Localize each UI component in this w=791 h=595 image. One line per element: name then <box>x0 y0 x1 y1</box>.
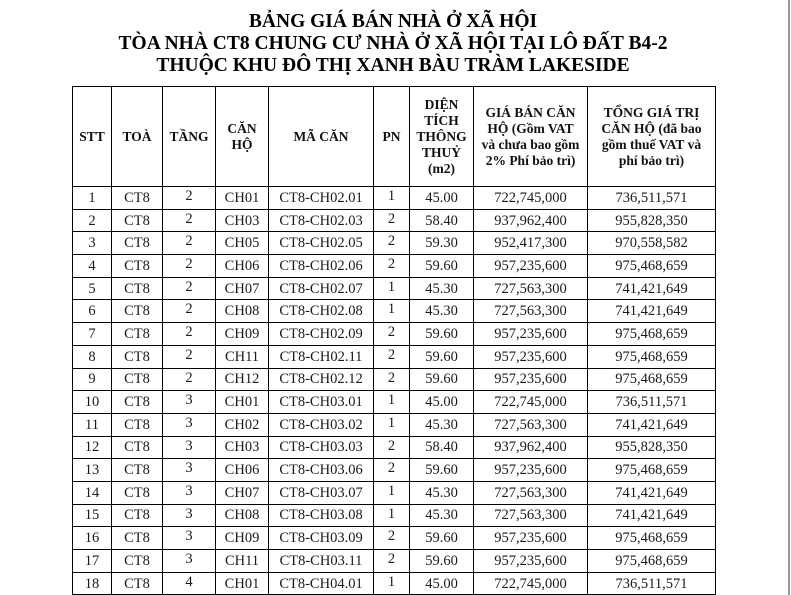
cell-pn: 2 <box>374 255 410 278</box>
cell-tang: 3 <box>163 504 216 527</box>
cell-dien-tich: 45.00 <box>410 187 474 210</box>
cell-toa: CT8 <box>112 481 163 504</box>
cell-stt: 12 <box>73 436 112 459</box>
cell-pn: 2 <box>374 436 410 459</box>
cell-toa: CT8 <box>112 572 163 595</box>
cell-ma-can: CT8-CH02.05 <box>269 232 374 255</box>
cell-can-ho: CH01 <box>216 572 269 595</box>
header-ma-can: MÃ CĂN <box>269 87 374 187</box>
cell-dien-tich: 59.60 <box>410 527 474 550</box>
cell-tong-gia: 955,828,350 <box>588 209 716 232</box>
cell-toa: CT8 <box>112 232 163 255</box>
table-row <box>73 481 716 504</box>
cell-stt: 14 <box>73 481 112 504</box>
cell-dien-tich: 59.60 <box>410 255 474 278</box>
cell-tang: 3 <box>163 459 216 482</box>
cell-can-ho: CH07 <box>216 481 269 504</box>
cell-can-ho: CH09 <box>216 323 269 346</box>
cell-can-ho: CH03 <box>216 209 269 232</box>
cell-stt: 15 <box>73 504 112 527</box>
cell-can-ho: CH07 <box>216 277 269 300</box>
cell-toa: CT8 <box>112 504 163 527</box>
cell-ma-can: CT8-CH02.09 <box>269 323 374 346</box>
cell-gia-ban: 727,563,300 <box>474 504 588 527</box>
cell-tang: 3 <box>163 391 216 414</box>
table-row <box>73 345 716 368</box>
cell-pn: 2 <box>374 459 410 482</box>
cell-can-ho: CH06 <box>216 459 269 482</box>
cell-dien-tich: 45.30 <box>410 504 474 527</box>
cell-gia-ban: 957,235,600 <box>474 459 588 482</box>
header-toa: TOÀ <box>112 87 163 187</box>
cell-tong-gia: 741,421,649 <box>588 413 716 436</box>
cell-toa: CT8 <box>112 345 163 368</box>
cell-pn: 2 <box>374 550 410 573</box>
table-row <box>73 255 716 278</box>
cell-pn: 1 <box>374 187 410 210</box>
cell-tong-gia: 741,421,649 <box>588 481 716 504</box>
cell-stt: 10 <box>73 391 112 414</box>
cell-dien-tich: 58.40 <box>410 209 474 232</box>
cell-ma-can: CT8-CH03.07 <box>269 481 374 504</box>
cell-pn: 1 <box>374 572 410 595</box>
title-line-3: THUỘC KHU ĐÔ THỊ XANH BÀU TRÀM LAKESIDE <box>156 55 630 76</box>
cell-can-ho: CH01 <box>216 187 269 210</box>
cell-can-ho: CH03 <box>216 436 269 459</box>
cell-can-ho: CH01 <box>216 391 269 414</box>
cell-ma-can: CT8-CH03.02 <box>269 413 374 436</box>
cell-can-ho: CH09 <box>216 527 269 550</box>
cell-tang: 2 <box>163 255 216 278</box>
cell-pn: 2 <box>374 345 410 368</box>
cell-can-ho: CH06 <box>216 255 269 278</box>
cell-tong-gia: 975,468,659 <box>588 323 716 346</box>
table-row <box>73 187 716 210</box>
table-row <box>73 572 716 595</box>
cell-tong-gia: 970,558,582 <box>588 232 716 255</box>
cell-tong-gia: 741,421,649 <box>588 277 716 300</box>
cell-stt: 1 <box>73 187 112 210</box>
cell-tong-gia: 975,468,659 <box>588 459 716 482</box>
cell-dien-tich: 59.60 <box>410 323 474 346</box>
cell-can-ho: CH08 <box>216 300 269 323</box>
cell-dien-tich: 45.00 <box>410 572 474 595</box>
table-row <box>73 277 716 300</box>
cell-toa: CT8 <box>112 550 163 573</box>
cell-can-ho: CH11 <box>216 345 269 368</box>
cell-stt: 13 <box>73 459 112 482</box>
cell-can-ho: CH02 <box>216 413 269 436</box>
page-edge-divider <box>788 0 790 595</box>
cell-can-ho: CH08 <box>216 504 269 527</box>
cell-tong-gia: 975,468,659 <box>588 255 716 278</box>
cell-tang: 2 <box>163 323 216 346</box>
cell-toa: CT8 <box>112 391 163 414</box>
cell-dien-tich: 45.30 <box>410 277 474 300</box>
header-gia-ban: GIÁ BÁN CĂN HỘ (Gồm VAT và chưa bao gồm 2% Phí bảo trì) <box>474 87 588 187</box>
cell-can-ho: CH05 <box>216 232 269 255</box>
cell-ma-can: CT8-CH02.06 <box>269 255 374 278</box>
cell-dien-tich: 59.30 <box>410 232 474 255</box>
cell-gia-ban: 937,962,400 <box>474 209 588 232</box>
table-row <box>73 300 716 323</box>
cell-tong-gia: 975,468,659 <box>588 345 716 368</box>
cell-tang: 2 <box>163 368 216 391</box>
cell-gia-ban: 727,563,300 <box>474 481 588 504</box>
cell-gia-ban: 727,563,300 <box>474 413 588 436</box>
cell-toa: CT8 <box>112 413 163 436</box>
cell-tong-gia: 975,468,659 <box>588 368 716 391</box>
cell-tang: 3 <box>163 550 216 573</box>
title-line-2: TÒA NHÀ CT8 CHUNG CƯ NHÀ Ở XÃ HỘI TẠI LÔ ĐẤT B4-2 <box>118 33 668 54</box>
cell-toa: CT8 <box>112 323 163 346</box>
cell-gia-ban: 722,745,000 <box>474 187 588 210</box>
cell-tong-gia: 975,468,659 <box>588 550 716 573</box>
table-row <box>73 504 716 527</box>
cell-tang: 3 <box>163 413 216 436</box>
cell-stt: 6 <box>73 300 112 323</box>
cell-pn: 1 <box>374 413 410 436</box>
price-table <box>72 86 716 595</box>
cell-gia-ban: 957,235,600 <box>474 550 588 573</box>
header-tong-gia: TỔNG GIÁ TRỊ CĂN HỘ (đã bao gồm thuế VAT và phí bảo trì) <box>588 87 716 187</box>
cell-tang: 2 <box>163 187 216 210</box>
cell-tang: 3 <box>163 527 216 550</box>
document-title <box>72 11 714 77</box>
cell-ma-can: CT8-CH02.11 <box>269 345 374 368</box>
header-tang: TẦNG <box>163 87 216 187</box>
cell-toa: CT8 <box>112 209 163 232</box>
cell-pn: 2 <box>374 209 410 232</box>
cell-ma-can: CT8-CH03.06 <box>269 459 374 482</box>
cell-dien-tich: 45.00 <box>410 391 474 414</box>
cell-pn: 1 <box>374 300 410 323</box>
cell-ma-can: CT8-CH04.01 <box>269 572 374 595</box>
cell-ma-can: CT8-CH02.01 <box>269 187 374 210</box>
cell-stt: 9 <box>73 368 112 391</box>
cell-pn: 1 <box>374 481 410 504</box>
cell-pn: 2 <box>374 323 410 346</box>
cell-toa: CT8 <box>112 300 163 323</box>
cell-tang: 3 <box>163 481 216 504</box>
table-row <box>73 232 716 255</box>
cell-tong-gia: 955,828,350 <box>588 436 716 459</box>
table-row <box>73 413 716 436</box>
cell-tong-gia: 975,468,659 <box>588 527 716 550</box>
cell-toa: CT8 <box>112 368 163 391</box>
cell-tong-gia: 741,421,649 <box>588 300 716 323</box>
cell-tang: 4 <box>163 572 216 595</box>
cell-gia-ban: 957,235,600 <box>474 368 588 391</box>
table-row <box>73 459 716 482</box>
cell-stt: 18 <box>73 572 112 595</box>
table-row <box>73 436 716 459</box>
cell-dien-tich: 59.60 <box>410 345 474 368</box>
cell-dien-tich: 45.30 <box>410 413 474 436</box>
header-can-ho: CĂN HỘ <box>216 87 269 187</box>
cell-can-ho: CH12 <box>216 368 269 391</box>
cell-dien-tich: 45.30 <box>410 481 474 504</box>
cell-tong-gia: 736,511,571 <box>588 187 716 210</box>
cell-ma-can: CT8-CH02.08 <box>269 300 374 323</box>
cell-ma-can: CT8-CH03.11 <box>269 550 374 573</box>
cell-stt: 7 <box>73 323 112 346</box>
cell-pn: 1 <box>374 391 410 414</box>
cell-gia-ban: 957,235,600 <box>474 345 588 368</box>
cell-stt: 4 <box>73 255 112 278</box>
cell-ma-can: CT8-CH03.01 <box>269 391 374 414</box>
cell-tong-gia: 741,421,649 <box>588 504 716 527</box>
cell-gia-ban: 937,962,400 <box>474 436 588 459</box>
cell-ma-can: CT8-CH02.12 <box>269 368 374 391</box>
table-row <box>73 368 716 391</box>
cell-tang: 2 <box>163 277 216 300</box>
table-row <box>73 391 716 414</box>
cell-stt: 5 <box>73 277 112 300</box>
cell-dien-tich: 58.40 <box>410 436 474 459</box>
cell-gia-ban: 727,563,300 <box>474 300 588 323</box>
table-row <box>73 527 716 550</box>
cell-tang: 3 <box>163 436 216 459</box>
cell-tang: 2 <box>163 300 216 323</box>
cell-toa: CT8 <box>112 459 163 482</box>
cell-gia-ban: 957,235,600 <box>474 527 588 550</box>
cell-dien-tich: 59.60 <box>410 459 474 482</box>
cell-stt: 17 <box>73 550 112 573</box>
table-row <box>73 209 716 232</box>
cell-toa: CT8 <box>112 277 163 300</box>
cell-gia-ban: 957,235,600 <box>474 255 588 278</box>
cell-tang: 2 <box>163 345 216 368</box>
cell-stt: 8 <box>73 345 112 368</box>
cell-tong-gia: 736,511,571 <box>588 391 716 414</box>
cell-stt: 16 <box>73 527 112 550</box>
cell-gia-ban: 722,745,000 <box>474 391 588 414</box>
cell-ma-can: CT8-CH02.07 <box>269 277 374 300</box>
header-pn: PN <box>374 87 410 187</box>
cell-ma-can: CT8-CH03.08 <box>269 504 374 527</box>
cell-dien-tich: 45.30 <box>410 300 474 323</box>
cell-toa: CT8 <box>112 527 163 550</box>
cell-toa: CT8 <box>112 255 163 278</box>
cell-toa: CT8 <box>112 187 163 210</box>
cell-can-ho: CH11 <box>216 550 269 573</box>
table-header-row <box>73 87 716 187</box>
cell-toa: CT8 <box>112 436 163 459</box>
cell-pn: 2 <box>374 368 410 391</box>
table-row <box>73 323 716 346</box>
cell-gia-ban: 957,235,600 <box>474 323 588 346</box>
cell-dien-tich: 59.60 <box>410 550 474 573</box>
header-stt: STT <box>73 87 112 187</box>
cell-gia-ban: 727,563,300 <box>474 277 588 300</box>
cell-pn: 1 <box>374 504 410 527</box>
cell-pn: 2 <box>374 232 410 255</box>
cell-gia-ban: 722,745,000 <box>474 572 588 595</box>
cell-ma-can: CT8-CH02.03 <box>269 209 374 232</box>
cell-dien-tich: 59.60 <box>410 368 474 391</box>
cell-ma-can: CT8-CH03.09 <box>269 527 374 550</box>
cell-stt: 3 <box>73 232 112 255</box>
cell-ma-can: CT8-CH03.03 <box>269 436 374 459</box>
cell-gia-ban: 952,417,300 <box>474 232 588 255</box>
cell-tang: 2 <box>163 209 216 232</box>
cell-tong-gia: 736,511,571 <box>588 572 716 595</box>
table-row <box>73 550 716 573</box>
cell-stt: 11 <box>73 413 112 436</box>
header-dien-tich: DIỆN TÍCH THÔNG THUỶ (m2) <box>410 87 474 187</box>
cell-tang: 2 <box>163 232 216 255</box>
title-line-1: BẢNG GIÁ BÁN NHÀ Ở XÃ HỘI <box>248 11 538 32</box>
cell-pn: 1 <box>374 277 410 300</box>
cell-pn: 2 <box>374 527 410 550</box>
cell-stt: 2 <box>73 209 112 232</box>
